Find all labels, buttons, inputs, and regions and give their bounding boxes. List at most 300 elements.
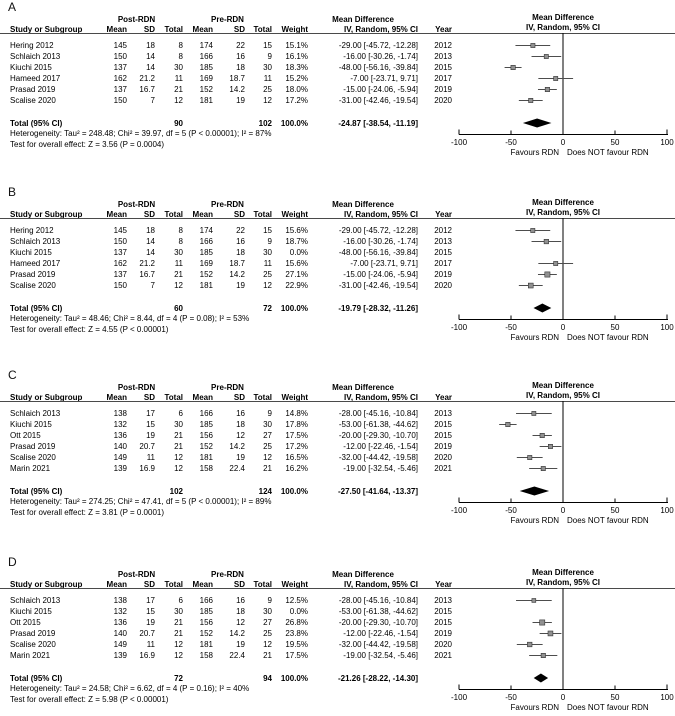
iv-random-ci-header: IV, Random, 95% CI xyxy=(344,209,418,219)
study-name: Schlaich 2013 xyxy=(10,237,61,246)
study-name: Kiuchi 2015 xyxy=(10,607,52,616)
post-total-value: 21 xyxy=(174,85,183,94)
axis-tick-label: -50 xyxy=(505,323,517,332)
total-post-n: 60 xyxy=(174,304,183,313)
effect-square xyxy=(506,422,510,426)
pre-sd-value: 18 xyxy=(236,607,245,616)
spacer-cell xyxy=(90,486,127,497)
pre-sd-value: 19 xyxy=(236,281,245,290)
post-total-value: 30 xyxy=(174,63,183,72)
post-sd-value: 14 xyxy=(146,63,155,72)
post-rdn-group-header: Post-RDN xyxy=(117,14,156,24)
spacer-cell xyxy=(418,118,452,129)
post-sd-value: 14 xyxy=(146,52,155,61)
mean-difference-ci-text: -31.00 [-42.46, -19.54] xyxy=(338,96,418,105)
post-total-value: 30 xyxy=(174,607,183,616)
post-sd-value: 14 xyxy=(146,248,155,257)
pre-total-value: 27 xyxy=(263,431,272,440)
spacer-cell xyxy=(418,382,452,392)
heterogeneity-text: Heterogeneity: Tau² = 48.46; Chi² = 8.44, df = 4 (P = 0.08); I² = 53% xyxy=(10,314,250,323)
weight-value: 0.0% xyxy=(289,248,308,257)
pooled-diamond xyxy=(520,487,549,496)
post-total-header: Total xyxy=(164,209,183,219)
study-column-header: Study or Subgroup xyxy=(10,209,83,219)
post-rdn-group-header: Post-RDN xyxy=(117,569,156,579)
year-header: Year xyxy=(435,392,452,402)
pre-total-value: 9 xyxy=(267,237,272,246)
total-pre-n: 94 xyxy=(263,674,272,683)
year-value: 2017 xyxy=(434,74,452,83)
year-value: 2015 xyxy=(434,618,452,627)
post-mean-header: Mean xyxy=(106,579,127,589)
study-name: Schlaich 2013 xyxy=(10,52,61,61)
plot-iv-subtitle: IV, Random, 95% CI xyxy=(526,391,600,400)
pre-total-header: Total xyxy=(253,392,272,402)
mean-difference-ci-text: -20.00 [-29.30, -10.70] xyxy=(338,431,418,440)
forest-table xyxy=(0,14,462,129)
post-total-value: 12 xyxy=(174,453,183,462)
pre-total-value: 9 xyxy=(267,596,272,605)
axis-tick-label: 0 xyxy=(560,138,566,147)
post-sd-value: 18 xyxy=(146,226,155,235)
study-name: Kiuchi 2015 xyxy=(10,63,52,72)
plot-iv-subtitle: IV, Random, 95% CI xyxy=(526,578,600,587)
year-value: 2020 xyxy=(434,640,452,649)
year-value: 2021 xyxy=(434,464,452,473)
overall-effect-text: Test for overall effect: Z = 5.98 (P < 0.00001) xyxy=(10,695,169,704)
year-value: 2020 xyxy=(434,453,452,462)
year-header: Year xyxy=(435,24,452,34)
mean-difference-column-header: Mean Difference xyxy=(332,382,394,392)
post-mean-header: Mean xyxy=(106,24,127,34)
plot-md-title: Mean Difference xyxy=(532,568,594,577)
post-total-value: 21 xyxy=(174,618,183,627)
pre-total-value: 21 xyxy=(263,651,272,660)
panel-label: D xyxy=(8,555,17,569)
year-header: Year xyxy=(435,579,452,589)
total-weight: 100.0% xyxy=(280,674,308,683)
heterogeneity-text: Heterogeneity: Tau² = 274.25; Chi² = 47.41, df = 5 (P < 0.00001); I² = 89% xyxy=(10,497,272,506)
spacer-row xyxy=(10,291,452,303)
pre-mean-value: 158 xyxy=(199,651,213,660)
year-value: 2015 xyxy=(434,248,452,257)
mean-difference-ci-text: -48.00 [-56.16, -39.84] xyxy=(338,248,418,257)
post-total-value: 30 xyxy=(174,248,183,257)
weight-header: Weight xyxy=(281,209,308,219)
pre-total-value: 25 xyxy=(263,85,272,94)
study-name: Scalise 2020 xyxy=(10,453,56,462)
effect-square xyxy=(540,620,545,625)
weight-value: 19.5% xyxy=(285,640,308,649)
post-mean-value: 132 xyxy=(113,420,127,429)
total-row-label: Total (95% CI) xyxy=(10,487,63,496)
post-mean-value: 132 xyxy=(113,607,127,616)
post-total-value: 12 xyxy=(174,640,183,649)
pre-rdn-group-header: Pre-RDN xyxy=(211,199,244,209)
pre-mean-value: 181 xyxy=(199,453,213,462)
study-name: Marin 2021 xyxy=(10,464,51,473)
post-sd-value: 7 xyxy=(150,96,155,105)
study-column-header: Study or Subgroup xyxy=(10,24,83,34)
post-mean-value: 137 xyxy=(113,270,127,279)
pre-mean-value: 181 xyxy=(199,640,213,649)
post-total-value: 8 xyxy=(178,52,183,61)
spacer-cell xyxy=(90,303,127,314)
post-total-value: 11 xyxy=(174,259,183,268)
axis-tick-label: 0 xyxy=(560,693,566,702)
total-row-label: Total (95% CI) xyxy=(10,119,63,128)
pre-total-value: 30 xyxy=(263,607,272,616)
post-mean-value: 136 xyxy=(113,431,127,440)
spacer-cell xyxy=(183,118,213,129)
study-name: Scalise 2020 xyxy=(10,640,56,649)
post-mean-value: 149 xyxy=(113,453,127,462)
post-sd-value: 15 xyxy=(146,420,155,429)
year-value: 2015 xyxy=(434,607,452,616)
plot-md-title: Mean Difference xyxy=(532,381,594,390)
iv-random-ci-header: IV, Random, 95% CI xyxy=(344,24,418,34)
weight-value: 0.0% xyxy=(289,607,308,616)
effect-square xyxy=(511,65,515,69)
weight-header: Weight xyxy=(281,392,308,402)
axis-tick-label: 100 xyxy=(660,323,674,332)
effect-square xyxy=(544,239,549,244)
study-name: Prasad 2019 xyxy=(10,270,56,279)
mean-difference-ci-text: -16.00 [-30.26, -1.74] xyxy=(343,237,418,246)
post-total-value: 21 xyxy=(174,442,183,451)
mean-difference-ci-text: -20.00 [-29.30, -10.70] xyxy=(338,618,418,627)
post-total-value: 8 xyxy=(178,237,183,246)
axis-tick-label: -100 xyxy=(450,693,468,702)
forest-panel-C xyxy=(0,368,675,529)
study-name: Ott 2015 xyxy=(10,618,41,627)
pre-mean-value: 152 xyxy=(199,442,213,451)
weight-value: 17.8% xyxy=(285,420,308,429)
overall-effect-text: Test for overall effect: Z = 3.56 (P = 0.0004) xyxy=(10,140,165,149)
post-mean-value: 149 xyxy=(113,640,127,649)
overall-effect-text: Test for overall effect: Z = 3.81 (P = 0.0001) xyxy=(10,508,165,517)
study-name: Kiuchi 2015 xyxy=(10,420,52,429)
mean-difference-ci-text: -12.00 [-22.46, -1.54] xyxy=(343,629,418,638)
post-mean-value: 150 xyxy=(113,96,127,105)
axis-tick-label: 50 xyxy=(610,693,620,702)
favours-right-label: Does NOT favour RDN xyxy=(567,516,649,525)
pre-mean-value: 174 xyxy=(199,226,213,235)
pre-total-value: 11 xyxy=(263,74,272,83)
pre-total-value: 9 xyxy=(267,52,272,61)
mean-difference-ci-text: -7.00 [-23.71, 9.71] xyxy=(350,259,418,268)
post-sd-value: 11 xyxy=(146,640,155,649)
weight-value: 16.1% xyxy=(285,52,308,61)
pooled-diamond xyxy=(534,674,548,683)
post-sd-header: SD xyxy=(143,209,155,219)
study-name: Prasad 2019 xyxy=(10,629,56,638)
total-post-n: 72 xyxy=(174,674,183,683)
spacer-cell xyxy=(418,199,452,209)
spacer-cell xyxy=(127,673,155,684)
forest-panel-D xyxy=(0,555,675,716)
post-total-header: Total xyxy=(164,579,183,589)
effect-square xyxy=(527,642,532,647)
overall-effect-text: Test for overall effect: Z = 4.55 (P < 0.00001) xyxy=(10,325,169,334)
total-post-n: 102 xyxy=(169,487,183,496)
pre-total-value: 30 xyxy=(263,420,272,429)
weight-value: 16.2% xyxy=(285,464,308,473)
post-rdn-group-header: Post-RDN xyxy=(117,382,156,392)
pre-mean-value: 181 xyxy=(199,281,213,290)
pre-sd-value: 12 xyxy=(236,431,245,440)
study-name: Schlaich 2013 xyxy=(10,409,61,418)
pre-mean-value: 156 xyxy=(199,431,213,440)
post-sd-value: 21.2 xyxy=(139,259,155,268)
study-column-header: Study or Subgroup xyxy=(10,579,83,589)
pre-mean-value: 166 xyxy=(199,237,213,246)
year-value: 2013 xyxy=(434,237,452,246)
study-name: Kiuchi 2015 xyxy=(10,248,52,257)
post-sd-value: 17 xyxy=(146,596,155,605)
total-post-n: 90 xyxy=(174,119,183,128)
pre-mean-value: 152 xyxy=(199,629,213,638)
panel-label: B xyxy=(8,185,17,199)
post-total-header: Total xyxy=(164,392,183,402)
total-ci-text: -24.87 [-38.54, -11.19] xyxy=(338,119,418,128)
pooled-diamond xyxy=(534,304,552,313)
year-value: 2019 xyxy=(434,442,452,451)
mean-difference-ci-text: -19.00 [-32.54, -5.46] xyxy=(343,464,418,473)
spacer-cell xyxy=(183,673,213,684)
pre-sd-value: 18 xyxy=(236,248,245,257)
pre-mean-value: 158 xyxy=(199,464,213,473)
spacer-cell xyxy=(127,486,155,497)
pre-sd-value: 16 xyxy=(236,596,245,605)
post-mean-value: 139 xyxy=(113,464,127,473)
pre-sd-header: SD xyxy=(233,392,245,402)
pre-sd-value: 19 xyxy=(236,96,245,105)
axis-tick-label: -50 xyxy=(505,138,517,147)
pre-sd-value: 22.4 xyxy=(229,464,245,473)
pre-mean-value: 166 xyxy=(199,596,213,605)
effect-square xyxy=(545,272,550,277)
pre-sd-value: 14.2 xyxy=(229,270,245,279)
study-name: Hameed 2017 xyxy=(10,74,61,83)
pre-sd-header: SD xyxy=(233,24,245,34)
pre-total-value: 12 xyxy=(263,640,272,649)
pre-mean-value: 152 xyxy=(199,270,213,279)
post-sd-value: 20.7 xyxy=(139,442,155,451)
year-value: 2019 xyxy=(434,270,452,279)
pre-total-value: 25 xyxy=(263,442,272,451)
spacer-row xyxy=(10,106,452,118)
mean-difference-ci-text: -31.00 [-42.46, -19.54] xyxy=(338,281,418,290)
weight-value: 18.7% xyxy=(285,237,308,246)
heterogeneity-text: Heterogeneity: Tau² = 24.58; Chi² = 6.62, df = 4 (P = 0.16); I² = 40% xyxy=(10,684,250,693)
post-sd-value: 16.9 xyxy=(139,464,155,473)
study-name: Hering 2012 xyxy=(10,41,54,50)
favours-left-label: Favours RDN xyxy=(510,703,559,712)
mean-difference-ci-text: -53.00 [-61.38, -44.62] xyxy=(338,607,418,616)
total-weight: 100.0% xyxy=(280,487,308,496)
spacer-cell xyxy=(272,382,308,392)
post-sd-header: SD xyxy=(143,392,155,402)
pre-mean-value: 185 xyxy=(199,420,213,429)
pre-mean-header: Mean xyxy=(192,209,213,219)
effect-square xyxy=(545,87,549,91)
spacer-cell xyxy=(183,486,213,497)
spacer-cell xyxy=(272,199,308,209)
pre-mean-value: 174 xyxy=(199,41,213,50)
year-header: Year xyxy=(435,209,452,219)
effect-square xyxy=(541,466,545,470)
weight-value: 16.5% xyxy=(285,453,308,462)
axis-tick-label: 50 xyxy=(610,323,620,332)
post-mean-value: 136 xyxy=(113,618,127,627)
pre-mean-value: 185 xyxy=(199,248,213,257)
axis-tick-label: 100 xyxy=(660,138,674,147)
post-sd-value: 16.9 xyxy=(139,651,155,660)
study-name: Hameed 2017 xyxy=(10,259,61,268)
effect-square xyxy=(528,455,532,459)
post-mean-header: Mean xyxy=(106,209,127,219)
year-value: 2017 xyxy=(434,259,452,268)
pre-sd-value: 12 xyxy=(236,618,245,627)
study-name: Scalise 2020 xyxy=(10,281,56,290)
pre-sd-value: 22 xyxy=(236,41,245,50)
axis-tick-label: -50 xyxy=(505,693,517,702)
post-mean-value: 145 xyxy=(113,41,127,50)
post-total-value: 12 xyxy=(174,651,183,660)
post-sd-value: 14 xyxy=(146,237,155,246)
pre-sd-value: 18.7 xyxy=(229,74,245,83)
pre-sd-value: 16 xyxy=(236,409,245,418)
weight-value: 27.1% xyxy=(285,270,308,279)
axis-tick-label: 0 xyxy=(560,323,566,332)
favours-left-label: Favours RDN xyxy=(510,333,559,342)
spacer-cell xyxy=(418,673,452,684)
weight-value: 15.6% xyxy=(285,226,308,235)
spacer-cell xyxy=(418,303,452,314)
post-sd-header: SD xyxy=(143,24,155,34)
pre-sd-value: 22.4 xyxy=(229,651,245,660)
pre-rdn-group-header: Pre-RDN xyxy=(211,14,244,24)
axis-tick-label: 0 xyxy=(560,506,566,515)
year-value: 2013 xyxy=(434,52,452,61)
pre-sd-value: 19 xyxy=(236,640,245,649)
mean-difference-column-header: Mean Difference xyxy=(332,569,394,579)
spacer-cell xyxy=(213,486,245,497)
axis-tick-label: 100 xyxy=(660,506,674,515)
pre-mean-value: 156 xyxy=(199,618,213,627)
weight-value: 22.9% xyxy=(285,281,308,290)
spacer-cell xyxy=(90,673,127,684)
effect-square xyxy=(531,228,535,232)
post-total-header: Total xyxy=(164,24,183,34)
pre-mean-value: 166 xyxy=(199,52,213,61)
effect-square xyxy=(554,261,558,265)
pre-total-value: 9 xyxy=(267,409,272,418)
post-total-value: 6 xyxy=(178,409,183,418)
pre-total-value: 25 xyxy=(263,629,272,638)
favours-right-label: Does NOT favour RDN xyxy=(567,333,649,342)
post-sd-value: 21.2 xyxy=(139,74,155,83)
spacer-cell xyxy=(213,673,245,684)
plot-md-title: Mean Difference xyxy=(532,198,594,207)
spacer-cell xyxy=(213,118,245,129)
post-total-value: 11 xyxy=(174,74,183,83)
effect-square xyxy=(532,599,536,603)
post-total-value: 21 xyxy=(174,270,183,279)
weight-value: 15.2% xyxy=(285,74,308,83)
effect-square xyxy=(541,653,545,657)
pre-sd-value: 18 xyxy=(236,63,245,72)
post-sd-value: 18 xyxy=(146,41,155,50)
post-total-value: 12 xyxy=(174,96,183,105)
weight-value: 18.0% xyxy=(285,85,308,94)
pre-sd-value: 22 xyxy=(236,226,245,235)
mean-difference-ci-text: -19.00 [-32.54, -5.46] xyxy=(343,651,418,660)
panel-label: C xyxy=(8,368,17,382)
weight-value: 18.3% xyxy=(285,63,308,72)
effect-square xyxy=(548,444,552,448)
mean-difference-ci-text: -48.00 [-56.16, -39.84] xyxy=(338,63,418,72)
total-pre-n: 102 xyxy=(258,119,272,128)
pre-total-header: Total xyxy=(253,24,272,34)
post-total-value: 8 xyxy=(178,226,183,235)
post-mean-value: 150 xyxy=(113,237,127,246)
pre-total-value: 30 xyxy=(263,248,272,257)
axis-tick-label: -50 xyxy=(505,506,517,515)
total-weight: 100.0% xyxy=(280,304,308,313)
study-name: Schlaich 2013 xyxy=(10,596,61,605)
spacer-cell xyxy=(418,569,452,579)
weight-header: Weight xyxy=(281,579,308,589)
plot-md-title: Mean Difference xyxy=(532,13,594,22)
favours-right-label: Does NOT favour RDN xyxy=(567,703,649,712)
iv-random-ci-header: IV, Random, 95% CI xyxy=(344,392,418,402)
spacer-cell xyxy=(10,199,90,209)
weight-header: Weight xyxy=(281,24,308,34)
favours-left-label: Favours RDN xyxy=(510,516,559,525)
post-sd-value: 16.7 xyxy=(139,270,155,279)
forest-plot-canvas xyxy=(450,368,675,529)
study-name: Ott 2015 xyxy=(10,431,41,440)
weight-value: 26.8% xyxy=(285,618,308,627)
pre-mean-value: 169 xyxy=(199,74,213,83)
axis-tick-label: -100 xyxy=(450,138,468,147)
pre-rdn-group-header: Pre-RDN xyxy=(211,569,244,579)
pre-mean-value: 185 xyxy=(199,63,213,72)
mean-difference-column-header: Mean Difference xyxy=(332,199,394,209)
post-mean-value: 145 xyxy=(113,226,127,235)
spacer-cell xyxy=(418,486,452,497)
spacer-cell xyxy=(213,303,245,314)
pre-mean-header: Mean xyxy=(192,392,213,402)
post-mean-value: 140 xyxy=(113,442,127,451)
pre-sd-value: 14.2 xyxy=(229,85,245,94)
year-value: 2013 xyxy=(434,596,452,605)
study-name: Marin 2021 xyxy=(10,651,51,660)
axis-tick-label: 100 xyxy=(660,693,674,702)
post-sd-header: SD xyxy=(143,579,155,589)
pre-total-header: Total xyxy=(253,209,272,219)
spacer-cell xyxy=(127,118,155,129)
favours-left-label: Favours RDN xyxy=(510,148,559,157)
year-value: 2021 xyxy=(434,651,452,660)
weight-value: 23.8% xyxy=(285,629,308,638)
post-mean-value: 162 xyxy=(113,74,127,83)
study-column-header: Study or Subgroup xyxy=(10,392,83,402)
total-pre-n: 72 xyxy=(263,304,272,313)
pre-total-value: 12 xyxy=(263,96,272,105)
